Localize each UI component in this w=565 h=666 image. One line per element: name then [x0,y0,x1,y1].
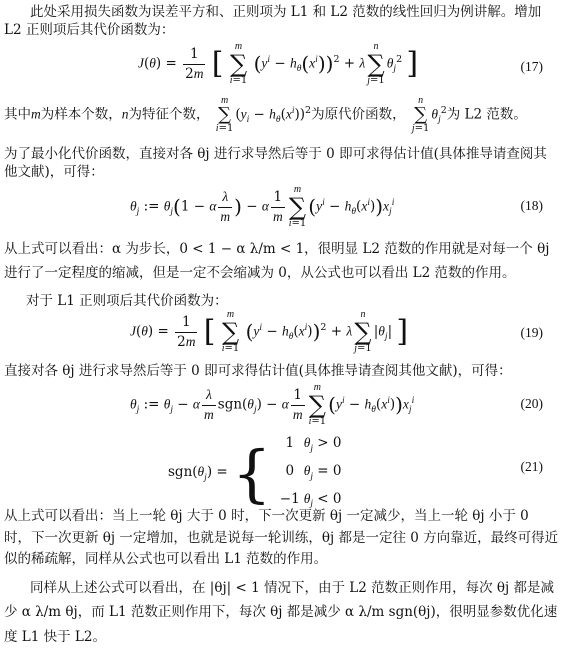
equation-number-21: (21) [520,459,543,474]
equation-21: $sgn(\theta_j)$ = { 1 $\theta_j > 0$ 0 $\theta_j = 0$ −1 $\theta_j < 0$ (21) [168,435,543,510]
paragraph-comparison-text: 同样从上述公式可以看出，在 |θj| < 1 情况下，由于 L2 范数正则作用，每次 θj 都是减少 α λ/m θj，而 L1 范数正则作用下，每次 θj 都是减少 α λ/m sgn(θj)，很明显参数优化速度 L1 快于 L2。 [4,580,558,645]
paragraph-l1-intro [4,292,559,310]
paragraph-l1-effect-text: 从上式可以看出：当上一轮 θj 大于 0 时，下一次更新 θj 一定减少，当上一轮 θj 小于 0 时，下一次更新 θj 一定增加，也就是说每一轮训练，θj 都是一定往 0 方向靠近，最终可得近似的稀疏解，同样从公式也可以看出 L1 范数的作用。 [4,508,559,568]
paragraph-derivative-l2 [4,145,559,181]
equation-number-17: (17) [520,59,543,74]
paragraph-l1-effect [4,506,559,571]
equation-17: J(θ) = $\frac{1}{2m}$ [ m ∑ i=1 $(y^i - h_\theta(x^i))^2 + \lambda$ n ∑ j=1 $\theta_j^2$ ] (17) [138,41,543,86]
equation-number-19: (19) [520,325,543,340]
paragraph-l2-effect-text: 从上式可以看出：α 为步长，0 < 1 − α λ/m < 1，很明显 L2 范数的作用就是对每一个 θj 进行了一定程度的缩减，但是一定不会缩减为 0，从公式也可以看出 L2 范数的作用。 [4,241,550,281]
paragraph-derivative-l1 [4,362,559,380]
equation-20: $\theta_j$ := $\theta_j - \alpha$ $\frac{\lambda}{m}$ $sgn(\theta_j) - \alpha$ $\frac{1}{m}$ m ∑ i=1 $(y^i - h_\theta(x^i))x_j^i$ (20) [130,382,543,427]
paragraph-l2-effect [4,238,559,285]
definitions-text-b: 为样本个数， [40,106,122,123]
equation-18: $\theta_j$ := $\theta_j(1 - \alpha$ $\frac{\lambda}{m}$ ) − α $\frac{1}{m}$ m ∑ i=1 $(y^i - h_\theta(x^i))x_j^i$ (18) [130,184,543,229]
equation-number-20: (20) [520,396,543,411]
paragraph-derivative-l2-text: 为了最小化代价函数，直接对各 θj 进行求导然后等于 0 即可求得估计值(具体推导请查阅其他文献)，可得： [4,146,547,181]
paragraph-l1-intro-text: 对于 L1 正则项后其代价函数为： [26,293,228,309]
paragraph-definitions: 其中m为样本个数，n为特征个数， m ∑ i=1 $(y_i - h_\theta(x^i))^2$为原代价函数， n ∑ j=1 $\theta_j^2$为 L2 范数。 [4,95,527,134]
paragraph-intro [4,3,559,39]
definitions-text-c: 为特征个数， [128,106,210,123]
paragraph-derivative-l1-text: 直接对各 θj 进行求导然后等于 0 即可求得估计值(具体推导请查阅其他文献)，可得： [4,363,512,379]
equation-number-18: (18) [520,198,543,213]
definitions-text-e: 为 L2 范数。 [446,106,527,123]
paragraph-intro-text: 此处采用损失函数为误差平方和、正则项为 L1 和 L2 范数的线性回归为例讲解。增加 L2 正则项后其代价函数为： [4,4,542,39]
definitions-text-d: 为原代价函数， [311,106,406,123]
equation-19: J(θ) = $\frac{1}{2m}$ [ m ∑ i=1 $(y^i - h_\theta(x^i))^2 + \lambda$ n ∑ j=1 $|\theta_j|$ ] (19) [130,309,543,354]
definitions-text-a: 其中 [4,106,31,123]
paragraph-comparison [4,576,559,649]
